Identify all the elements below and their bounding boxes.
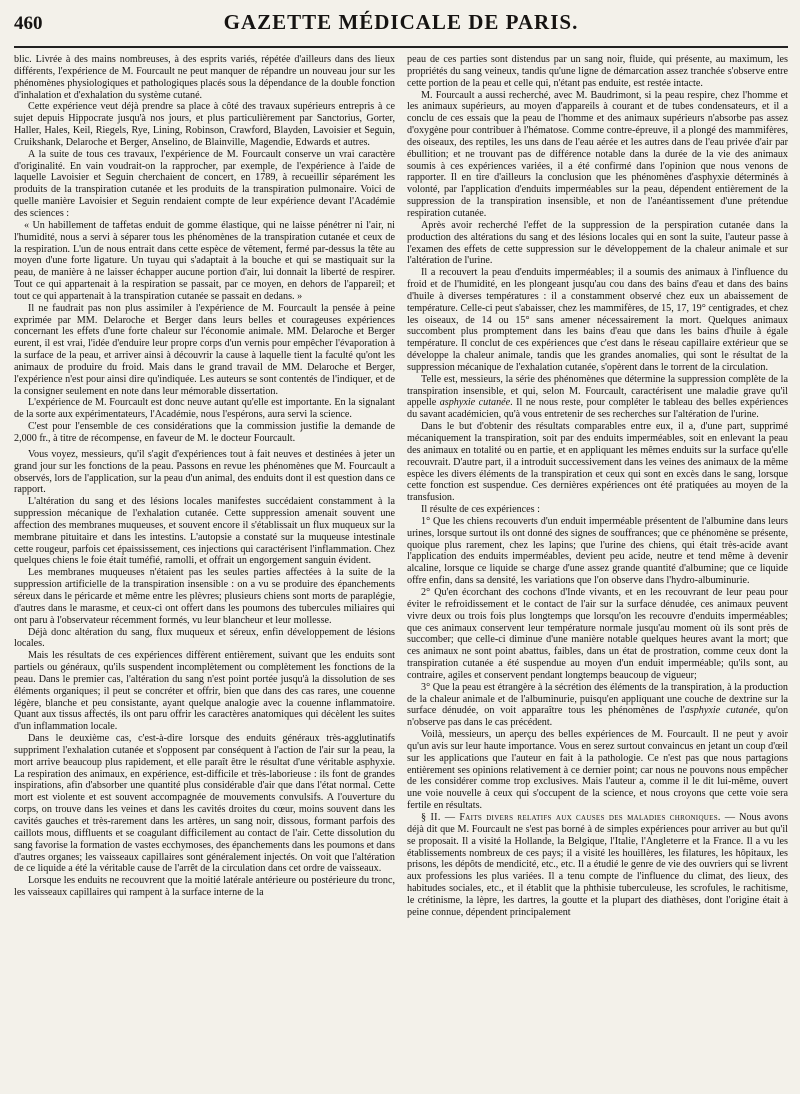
paragraph: Lorsque les enduits ne recouvrent que la moitié latérale antérieure ou postérieure du tronc, les vaisseaux capillaires qui rampent à la surface interne de la — [14, 875, 395, 899]
paragraph: L'altération du sang et des lésions locales manifestes succédaient constamment à la suppression mécanique de l'exhalation cutanée. Cette suppression amenait souvent une affection des membranes muqueuses, et souvent encore il s'établissait un flux muqueux sur la membrane pituitaire et dans les intestins. L'autopsie a constaté sur la muqueuse intestinale cette rougeur, parfois cet épaississement, ces injections qui caractérisent l'inflammation. Chez quelques chiens le foie était tuméfié, ramolli, et offrait un engorgement sanguin évident. — [14, 496, 395, 567]
page-header — [14, 10, 788, 44]
running-title: GAZETTE MÉDICALE DE PARIS. — [223, 10, 579, 34]
paragraph: A la suite de tous ces travaux, l'expérience de M. Fourcault conserve un vrai caractère d'originalité. En vain voudrait-on la rapprocher, par exemple, de l'expérience à l'aide de laquelle Lavoisier et Seguin cherchaient de concert, en 1789, à recueillir séparément les produits de la transpiration cutanée et les produits de la transpiration pulmonaire. Voici de quelle manière Lavoisier et Seguin rendaient compte de leur expérience devant l'Académie des sciences : — [14, 148, 395, 219]
paragraph: Vous voyez, messieurs, qu'il s'agit d'expériences tout à fait neuves et destinées à jeter un grand jour sur les fonctions de la peau. Passons en revue les phénomènes que M. Fourcault a observés, lors de l'application, sur la peau d'un animal, des enduits dont il est question dans ce rapport. — [14, 448, 395, 496]
paragraph: Il résulte de ces expériences : — [421, 504, 540, 516]
section-heading: § II. — Faits divers relatifs aux causes des maladies chroniques. — — [421, 812, 736, 823]
numbered-result — [407, 682, 788, 729]
numbered-result: 1° Que les chiens recouverts d'un enduit imperméable présentent de l'albumine dans leurs urines, lorsque surtout ils ont donné des signes de souffrances; que ce phénomène se présente, quoique plus rarement, chez les lapins; que l'urine des chiens, qui était très-acide avant l'application des enduits imperméables, devient peu acide, neutre et tend même à devenir alcaline, lorsque ce liquide se charge d'une assez grande quantité d'albumine; que ce liquide offre enfin, dans sa densité, les variations que l'on observe dans l'hydro-albuminurie. — [407, 515, 788, 587]
paragraph: Il ne faudrait pas non plus assimiler à l'expérience de M. Fourcault la pensée à peine exprimée par MM. Delaroche et Berger dans leurs belles et courageuses expériences concernant les effets d'une forte chaleur sur l'économie animale. MM. Delaroche et Berger eurent, il est vrai, l'idée d'enduire leur propre corps d'un vernis pour empêcher l'évaporation à la surface de la peau, et arriver ainsi à découvrir la cause à laquelle tient la faculté qu'ont les animaux de produire du froid. Mais dans le grand travail de MM. Delaroche et Berger, l'expérience n'est pour ainsi dire qu'indiquée. Les auteurs se sont contentés de l'indiquer, et de la consigner seulement en note dans leur mémorable dissertation. — [14, 302, 395, 397]
italic-term: asphyxie cutanée — [439, 397, 511, 409]
paragraph: Voilà, messieurs, un aperçu des belles expériences de M. Fourcault. Il ne peut y avoir qu'un avis sur leur haute importance. Vous en serez surtout convaincus en jetant un coup d'œil sur les applications que l'auteur en fait à la pathologie. Ce n'est pas que nous partagions entièrement ses opinions relativement à ce dernier point; car nous ne pouvons nous empêcher de les considérer comme trop exclusives. Mais l'auteur a, comme il le dit lui-même, ouvert une voie nouvelle à ceux qui s'occupent de la science, et nous croyons que cette voie sera fertile en résultats. — [407, 729, 788, 812]
paragraph: Déjà donc altération du sang, flux muqueux et séreux, enfin développement de lésions locales. — [14, 626, 395, 650]
text-run: . Il ne nous reste, pour compléter le tableau des belles expériences du savant académicien, qu'à vous entretenir de ses recherches sur l'altération de l'urine. — [407, 397, 788, 421]
text-run: Telle est, messieurs, la série des phénomènes que détermine la suppression complète de la transpiration insensible, et qui, selon M. Fourcault, caractérisent une maladie grave qu'il appelle — [407, 373, 788, 409]
page-number: 460 — [14, 13, 43, 34]
paragraph: Les membranes muqueuses n'étaient pas les seules parties affectées à la suite de la suppression artificielle de la transpiration insensible : on a vu se produire des épanchements séreux dans le péricarde et même entre les plèvres; plusieurs chiens sont morts de paraplégie, d'autres dans le marasme, et ceux-ci ont offert dans les poumons des tubercules miliaires qui ont paru à l'observateur récemment formés, vu leur blancheur et leur mollesse. — [14, 567, 395, 626]
left-column — [14, 54, 395, 1090]
section-paragraph — [407, 812, 788, 919]
text-run: Nous avons déjà dit que M. Fourcault ne s'est pas borné à de simples expériences pour arriver au but qu'il se proposait. Il a visité la Hollande, la Belgique, l'Italie, l'Angleterre et la France. Il a vu les établissements nombreux de ces pays; il a visité les houillères, les filatures, les hôpitaux, les prisons, les dépôts de mendicité, etc., etc. Il a étudié le genre de vie des ouvriers qui se livrent aux professions les plus variées. Il a tenu compte de l'influence du climat, des lieux, des habitudes sociales, etc., et il établit que la phthisie tuberculeuse, les scrofules, le rachitisme, le crétinisme, la lèpre, les dartres, la goutte et la plupart des diathèses, dont l'origine était à peine connue, dépendent principalement — [407, 812, 788, 918]
columns — [14, 54, 788, 1090]
paragraph — [407, 374, 788, 421]
paragraph: Mais les résultats de ces expériences diffèrent entièrement, suivant que les enduits sont partiels ou généraux, qu'ils suspendent incomplètement ou complètement les fonctions de la peau. Dans le premier cas, l'altération du sang n'est point portée jusqu'à la dissolution de ses éléments organiques; il peut se concréter et offrir, bien que dans des cas rares, une couenne légère, blanche et peu consistante, ayant quelque analogie avec la couenne inflammatoire. Quant aux tissus affectés, ils ont paru offrir les caractères anatomiques qui décèlent les suites d'un inflammation locale. — [14, 650, 395, 733]
paragraph: Dans le but d'obtenir des résultats comparables entre eux, il a, d'une part, supprimé mécaniquement la transpiration, soit par des enduits imperméables, soit en enlevant la peau des animaux en totalité ou en partie, et en appliquant les mêmes enduits sur la surface qu'elle recouvrait. D'autre part, il a introduit successivement dans les veines des animaux de la même espèce les divers éléments de la transpiration et ceux qui sont en excès dans le sang, lorsque cette fonction est suspendue. Ces dernières expériences ont été pratiquées au moyen de la transfusion. — [407, 421, 788, 504]
text-run: 3° Que la peau est étrangère à la sécrétion des éléments de la transpiration, à la production de la chaleur animale et de l'albuminurie, puisqu'en appliquant une couche de dextrine sur la surface dénudée, on voit apparaître tous les phénomènes de l' — [407, 681, 788, 717]
paragraph: peau de ces parties sont distendus par un sang noir, fluide, qui présente, au maximum, les propriétés du sang veineux, tandis qu'une ligne de démarcation assez tranchée s'observe entre cette portion de la peau et celle qui, n'étant pas enduite, est restée intacte. — [407, 54, 788, 89]
numbered-result: 2° Qu'en écorchant des cochons d'Inde vivants, et en les recouvrant de leur peau pour éviter le refroidissement et le contact de l'air sur la surface dénudée, ces animaux peuvent vivre deux ou trois fois plus longtemps que lorsqu'on les recouvre d'enduits imperméables; que ces animaux conservent leur température normale jusqu'au moment où ils sont près de succomber; que celle-ci diminue d'une manière notable quelques heures avant la mort; que ces animaux ne sont point abattus, faibles, dans un état de prostration, comme ceux dont la transpiration cutanée a été suspendue au moyen d'un enduit imperméable; qu'ils sont, au contraire, agiles et conservent pendant longtemps beaucoup de vigueur; — [407, 586, 788, 681]
paragraph: blic. Livrée à des mains nombreuses, à des esprits variés, répétée d'ailleurs dans des lieux différents, l'expérience de M. Fourcault ne peut manquer de répandre un nouveau jour sur les phénomènes physiologiques et pathologiques placés sous la dépendance de la double fonction d'inhalation et d'exhalation du système cutané. — [14, 54, 395, 101]
paragraph: C'est pour l'ensemble de ces considérations que la commission justifie la demande de 2,000 fr., à titre de récompense, en faveur de M. le docteur Fourcault. — [14, 421, 395, 444]
text-run: , qu'on n'observe pas dans le cas précédent. — [407, 705, 788, 729]
quotation: « Un habillement de taffetas enduit de gomme élastique, qui ne laisse pénétrer ni l'air, ni l'humidité, nous a servi à séparer tous les phénomènes de la transpiration cutanée et ceux de la respiration. L'un de nous entrait dans cette espèce de vêtement, fermé par-dessus la tête au moyen d'une forte ligature. Un tuyau qui s'adaptait à la bouche et qui se mastiquait sur la peau, de manière à ne laisser échapper aucune portion d'air, lui donnait la liberté de respirer. Tout ce qui appartenait à la respiration se passait, par ce moyen, en dehors de l'appareil; et tout ce qui appartenait à la transpiration cutanée se passait en dedans. » — [14, 219, 395, 302]
header-rule — [14, 46, 788, 48]
paragraph: Il a recouvert la peau d'enduits imperméables; il a soumis des animaux à l'influence du froid et de l'humidité, en les plongeant jusqu'au cou dans des bains d'eau et dans des bains d'huile à diverses températures : il a constamment observé chez eux un abaissement de température. Celle-ci peut s'abaisser, chez les mammifères, de 15, 17, 19° centigrades, et chez les oiseaux, de 14 ou 15° sans amener nécessairement la mort. Quelques animaux succombent plus promptement dans les bains d'eau que dans les bains d'huile à égale température. Il conclut de ces expériences que c'est dans le réseau capillaire extérieur que se développe la chaleur animale, tandis que les grandes anomalies, qui sont le résultat de la suppression mécanique de l'exhalation cutanée, s'opèrent dans le torrent de la circulation. — [407, 267, 788, 373]
paragraph: M. Fourcault a aussi recherché, avec M. Baudrimont, si la peau respire, chez l'homme et les animaux supérieurs, au moyen d'appareils à courant et de tubes condensateurs, et il a conclu de ces essais que la peau de l'homme et des animaux supérieurs n'absorbe pas assez d'oxygène pour contribuer à l'hématose. Comme contre-épreuve, il a plongé des mammifères, des oiseaux, des reptiles, les uns dans de l'eau aérée et les autres dans de l'eau privée d'air par ébullition; et ne trouvant pas de différence notable dans la durée de la vie des animaux soumis à ces expériences variées, il a été confirmé dans l'opinion que nous venons de rapporter. Il en tire d'ailleurs la conclusion que les phénomènes d'asphyxie déterminés à volonté, par l'application d'enduits imperméables sur la peau, dépendent entièrement de la suppression de la transpiration insensible, et non de l'anéantissement d'une prétendue respiration cutanée. — [407, 89, 788, 219]
italic-term: asphyxie cutanée — [684, 705, 758, 717]
right-column — [407, 54, 788, 1090]
paragraph: Cette expérience veut déjà prendre sa place à côté des travaux supérieurs entrepris à ce sujet depuis Hippocrate jusqu'à nos jours, et plus particulièrement par Sanctorius, Gorter, Haller, Hales, Keil, Riegels, Rye, Lining, Robinson, Crawford, Blayden, Lavoisier et Seguin, Cruikshank, Delaroche et Berger, Anselino, de Blainville, Magendie, Edwards et autres. — [14, 101, 395, 148]
paragraph: L'expérience de M. Fourcault est donc neuve autant qu'elle est importante. En la signalant de la sorte aux expérimentateurs, l'Académie, nous l'espérons, aura servi la science. — [14, 397, 395, 421]
paragraph: Dans le deuxième cas, c'est-à-dire lorsque des enduits généraux très-agglutinatifs suppriment l'exhalation cutanée et s'opposent par conséquent à l'action de l'air sur la peau, la mort arrive beaucoup plus rapidement, et elle paraît être le résultat d'une véritable asphyxie. La respiration des animaux, en expérience, est-difficile et très-laborieuse : ils font de grandes inspirations, afin d'absorber une quantité plus considérable d'air que dans l'état normal. Cette mort est violente et est souvent accompagnée de mouvements convulsifs. A l'ouverture du corps, on trouve dans les veines et dans les cavités droites du cœur, moins souvent dans les cavités gauches et très-rarement dans les artères, un sang noir, dissous, formant parfois des caillots mous, diffluents et se coagulant difficilement au contact de l'air. Cette dissolution du sang favorise la formation de vastes ecchymoses, des épanchements dans les poumons et dans d'autres organes; les vaisseaux capillaires sont généralement injectés. On voit que l'altération de ce liquide a été la véritable cause de l'arrêt de la circulation dans cet ordre de vaisseaux. — [14, 733, 395, 875]
paragraph: Après avoir recherché l'effet de la suppression de la perspiration cutanée dans la production des altérations du sang et des lésions locales qui en sont la suite, l'auteur passe à l'examen des effets de cette suppression sur le développement de la chaleur animale et sur l'altération de l'urine. — [407, 219, 788, 267]
